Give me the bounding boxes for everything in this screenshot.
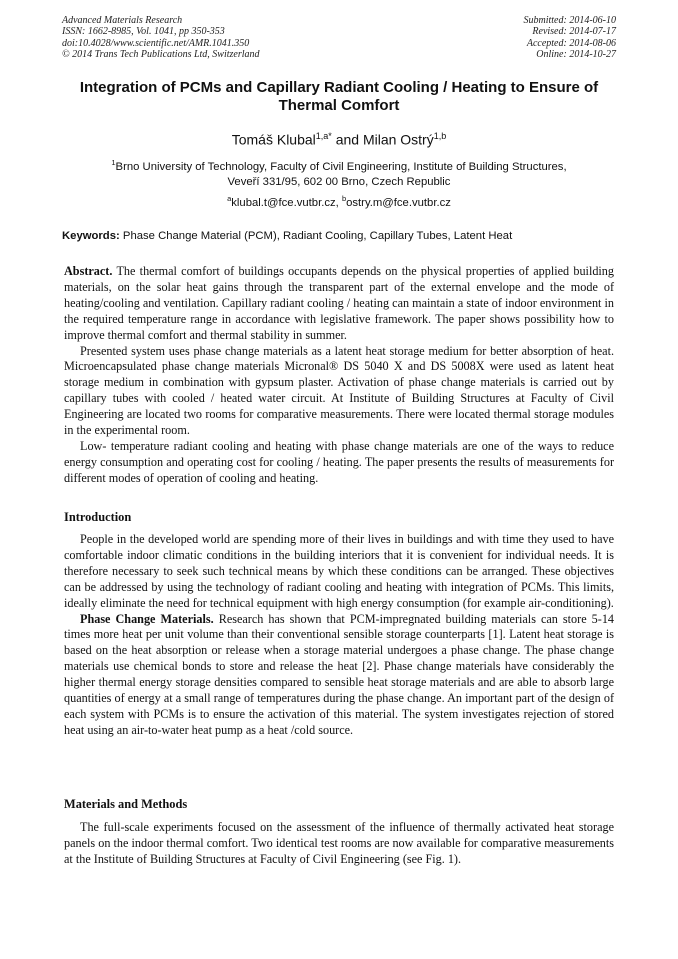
journal-issn: ISSN: 1662-8985, Vol. 1041, pp 350-353 <box>62 26 225 38</box>
abstract-paragraph-3: Low- temperature radiant cooling and heating with phase change materials are one of the ways to reduce energy consumption and operating cost for cooling / heating. The paper presents the results of measurements for different modes of operation of cooling and heating. <box>64 438 614 485</box>
affiliation-sup: 1 <box>111 158 116 167</box>
journal-copyright: © 2014 Trans Tech Publications Ltd, Switzerland <box>62 49 260 61</box>
email-b-sup: b <box>341 194 347 203</box>
affiliation-line-1: Brno University of Technology, Faculty of Civil Engineering, Institute of Building Structures, <box>115 160 567 173</box>
author-conjunction: and <box>335 131 360 148</box>
abstract-p1-text: The thermal comfort of buildings occupants depends on the physical properties of applied building materials, on the solar heat gains through the transparent part of the external envelope and the mode of heating/cooling and ventilation. Capillary radiant cooling / heating can maintain a state of indoor environment in the required temperature range in accordance with legislative framework. The paper shows possibility how to improve thermal comfort and thermal stability in summer. <box>64 264 614 342</box>
introduction-heading: Introduction <box>64 510 132 524</box>
introduction-paragraph-2 <box>64 612 614 739</box>
publication-dates <box>524 15 617 61</box>
author-1-name: Tomáš Klubal <box>231 131 316 148</box>
pcm-run-in-heading: Phase Change Materials. <box>80 611 214 626</box>
materials-paragraph-1: The full-scale experiments focused on the assessment of the influence of thermally activated heat storage panels on the indoor thermal comfort. Two identical test rooms are now available for comparative measurements at the Institute of Building Structures at Faculty of Civil Engineering (see Fig. 1). <box>64 820 614 866</box>
author-2-sup: 1,b <box>433 131 447 141</box>
keywords <box>62 229 616 244</box>
author-line <box>62 127 616 149</box>
affiliation <box>70 155 608 191</box>
email-b[interactable]: ostry.m@fce.vutbr.cz <box>346 196 451 209</box>
introduction-body <box>64 532 614 739</box>
journal-name: Advanced Materials Research <box>62 15 183 26</box>
author-emails <box>62 191 616 211</box>
introduction-p2-text: Research has shown that PCM-impregnated building materials can store 5-14 times more heat per unit volume than their conventional sensible storage counterparts [1]. Latent heat storage is based on the heat absorption or release when a storage material undergoes a phase change. The phase change materials use chemical bonds to store and release the heat [2]. Phase change materials have considerably the higher thermal energy storage densities compared to sensible heat storage materials and are able to absorb large quantities of energy at a small range of temperatures during the phase change. An important part of the design of each system with PCMs is to ensure the activation of this material. The system investigates rejection of stored heat using an air-to-water heat pump as a heat /cold source. <box>64 611 615 737</box>
affiliation-line-2: Veveří 331/95, 602 00 Brno, Czech Republic <box>227 176 451 189</box>
abstract <box>64 264 614 487</box>
abstract-label: Abstract. <box>64 264 113 278</box>
introduction-paragraph-1: People in the developed world are spending more of their lives in buildings and with time they used to have comfortable indoor climatic conditions in the building interiors that it is convenient for individual needs. It is therefore necessary to seek such technical means by which these conditions can be arranged. These objectives can be addressed by using the technology of radiant cooling and heating with integration of PCMs. This limits, ideally eliminate the need for technical equipment with high energy consumption (for example air-conditioning). <box>64 532 614 610</box>
keywords-label: Keywords: <box>62 230 120 242</box>
author-2-name: Milan Ostrý <box>362 131 434 148</box>
email-a[interactable]: klubal.t@fce.vutbr.cz, <box>231 196 339 209</box>
email-a-sup: a <box>227 194 232 203</box>
materials-methods-heading: Materials and Methods <box>64 797 188 811</box>
journal-doi: doi:10.4028/www.scientific.net/AMR.1041.350 <box>62 37 250 49</box>
paper-title: Integration of PCMs and Capillary Radiant Cooling / Heating to Ensure of Thermal Comfort <box>79 79 599 114</box>
author-1-sup: 1,a* <box>315 131 332 141</box>
materials-methods-body <box>64 820 614 868</box>
keywords-text: Phase Change Material (PCM), Radiant Cooling, Capillary Tubes, Latent Heat <box>122 230 513 242</box>
date-accepted: Accepted: 2014-08-06 <box>526 37 616 49</box>
abstract-paragraph-2: Presented system uses phase change materials as a latent heat storage medium for better absorption of heat. Microencapsulated phase change materials Micronal® DS 5040 X and DS 5008X were used as latent heat storage medium in combination with gypsum plaster. Activation of phase change materials is carried out by capillary tubes with cooled / heated water circuit. At Institute of Building Structures at Faculty of Civil Engineering are located two rooms for comparative measurements. There were located thermal storage modules in the experimental room. <box>64 343 614 438</box>
date-submitted: Submitted: 2014-06-10 <box>523 15 616 26</box>
journal-info <box>62 15 260 61</box>
date-revised: Revised: 2014-07-17 <box>532 26 616 38</box>
abstract-paragraph-1 <box>64 264 614 344</box>
date-online: Online: 2014-10-27 <box>536 49 616 61</box>
